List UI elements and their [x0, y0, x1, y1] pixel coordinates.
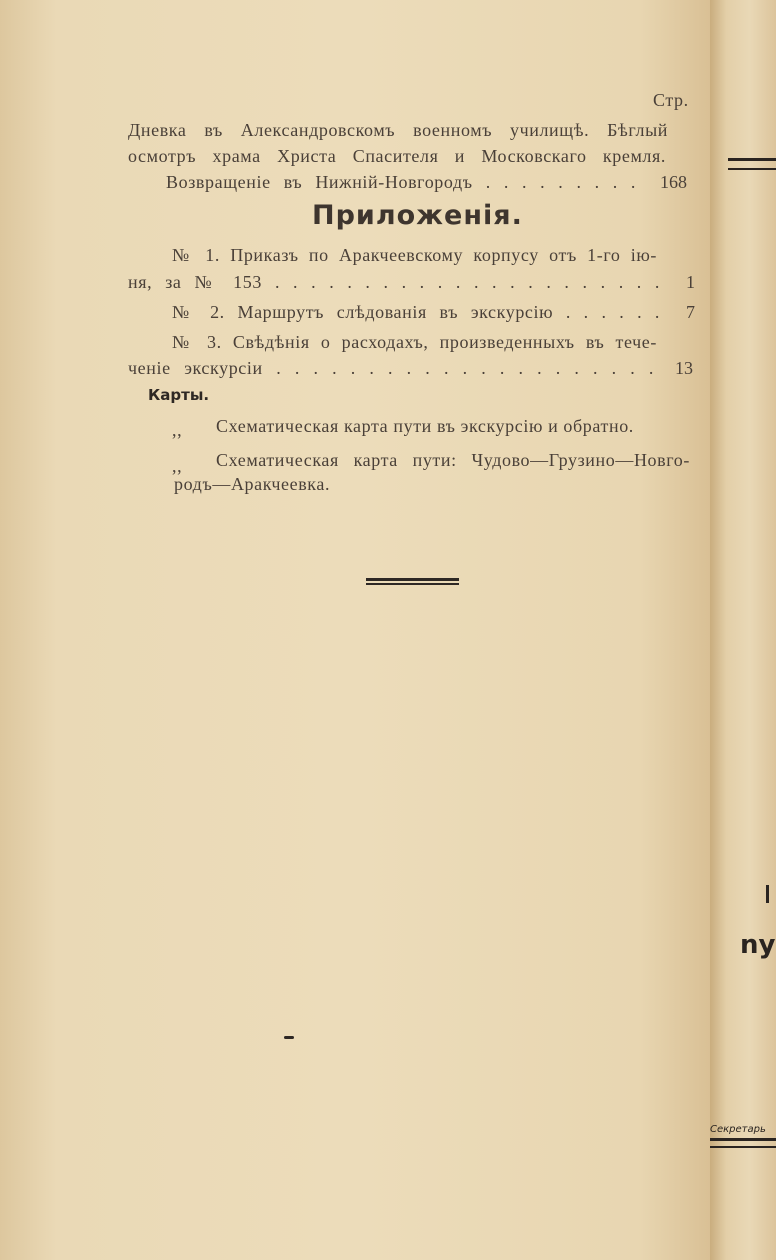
maps-heading: Карты. — [148, 386, 210, 404]
edge-label-bottom: Секретарь — [710, 1124, 766, 1135]
end-rule-bottom — [366, 583, 459, 585]
toc-line-3: Возвращеніе въ Нижній-Новгородъ . . . . . . . . . — [166, 172, 636, 192]
appendix-1-line-1: № 1. Приказъ по Аракчеевскому корпусу отъ 1-го ію- — [172, 245, 657, 265]
appendix-2-page: 7 — [686, 302, 695, 322]
appendix-2-line-1: № 2. Маршрутъ слѣдованія въ экскурсію . . . . . . — [172, 302, 660, 322]
appendix-3-page: 13 — [675, 358, 693, 378]
edge-line-3 — [710, 1138, 776, 1141]
edge-line-1 — [728, 158, 776, 161]
adjacent-page-edge — [710, 0, 776, 1260]
toc-line-2: осмотръ храма Христа Спасителя и Московскаго кремля. — [128, 146, 666, 166]
edge-line-2 — [728, 168, 776, 170]
map-2-line-1: Схематическая карта пути: Чудово—Грузино—Новго- — [216, 450, 690, 470]
page-column-label: Стр. — [653, 90, 689, 110]
map-1-line-1: Схематическая карта пути въ экскурсію и обратно. — [216, 416, 634, 436]
appendix-3-line-1: № 3. Свѣдѣнія о расходахъ, произведенныхъ въ тече- — [172, 332, 657, 352]
appendix-3-line-2: ченіе экскурсіи . . . . . . . . . . . . . . . . . . . . . — [128, 358, 654, 378]
end-rule-top — [366, 578, 459, 581]
appendix-1-page: 1 — [686, 272, 695, 292]
toc-line-1: Дневка въ Александровскомъ военномъ училищѣ. Бѣглый — [128, 120, 668, 140]
map-1-mark: ,, — [172, 420, 183, 440]
edge-line-4 — [710, 1146, 776, 1148]
map-2-mark: ,, — [172, 456, 183, 476]
map-2-line-2: родъ—Аракчеевка. — [174, 474, 331, 494]
appendix-1-line-2: ня, за № 153 . . . . . . . . . . . . . . . . . . . . . . — [128, 272, 660, 292]
edge-label-top: ny — [740, 930, 776, 960]
appendices-title: Приложенія. — [312, 200, 523, 231]
toc-line-3-page: 168 — [660, 172, 687, 192]
edge-mark — [766, 885, 769, 903]
ink-mark — [284, 1036, 294, 1039]
